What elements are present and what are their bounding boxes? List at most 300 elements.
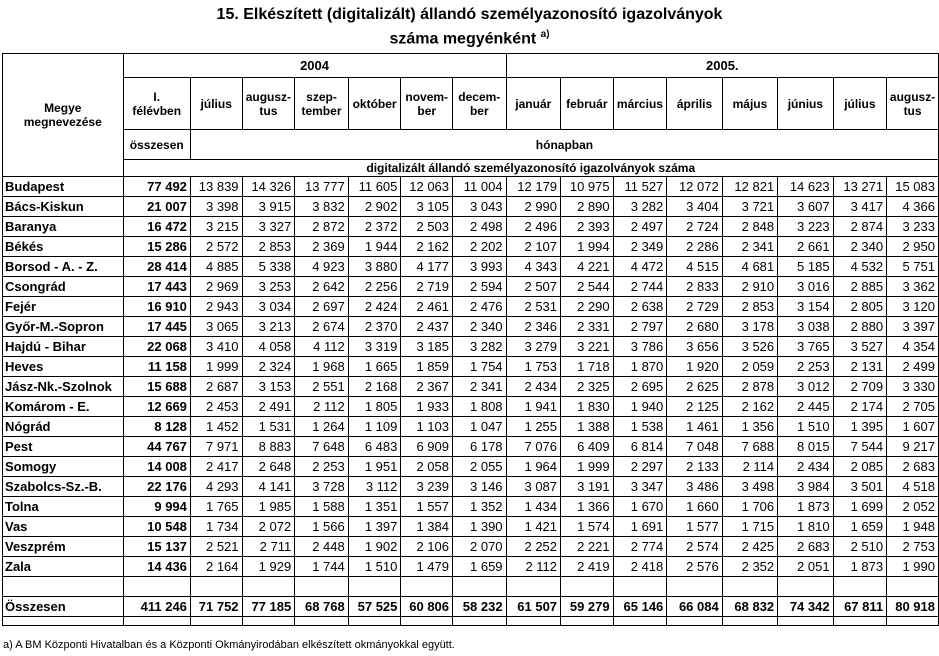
month-value-cell: 1 390 xyxy=(453,517,507,537)
table-row xyxy=(3,517,939,537)
month-value-cell: 2 805 xyxy=(833,297,887,317)
month-value-cell: 2 878 xyxy=(722,377,777,397)
month-value-cell: 3 984 xyxy=(778,477,833,497)
table-row xyxy=(3,237,939,257)
month-value-cell: 4 472 xyxy=(613,257,667,277)
month-value-cell: 4 343 xyxy=(506,257,560,277)
month-value-cell: 7 688 xyxy=(722,437,777,457)
table-row xyxy=(3,397,939,417)
month-value-cell: 2 719 xyxy=(401,277,453,297)
month-value-cell: 2 437 xyxy=(401,317,453,337)
month-value-cell: 2 551 xyxy=(295,377,349,397)
half-year-total-cell: 14 008 xyxy=(123,457,190,477)
empty-cell xyxy=(3,577,124,597)
month-value-cell: 14 623 xyxy=(778,177,833,197)
month-value-cell: 3 786 xyxy=(613,337,667,357)
month-value-cell: 1 660 xyxy=(667,497,722,517)
month-value-cell: 4 515 xyxy=(667,257,722,277)
month-value-cell: 2 890 xyxy=(561,197,614,217)
month-value-cell: 2 491 xyxy=(242,397,295,417)
month-value-cell: 12 072 xyxy=(667,177,722,197)
month-value-cell: 7 648 xyxy=(295,437,349,457)
month-value-cell: 5 751 xyxy=(887,257,939,277)
month-value-cell: 12 821 xyxy=(722,177,777,197)
empty-cell xyxy=(348,617,401,626)
month-header xyxy=(833,78,887,130)
month-value-cell: 3 282 xyxy=(453,337,507,357)
month-value-cell: 4 518 xyxy=(887,477,939,497)
month-value-cell: 2 393 xyxy=(561,217,614,237)
month-value-cell: 15 083 xyxy=(887,177,939,197)
month-value-cell: 6 178 xyxy=(453,437,507,457)
empty-cell xyxy=(887,617,939,626)
month-header-line-2: tember xyxy=(301,103,342,118)
month-value-cell: 2 370 xyxy=(348,317,401,337)
month-value-cell: 1 999 xyxy=(190,357,242,377)
month-value-cell: 11 605 xyxy=(348,177,401,197)
month-value-cell: 3 915 xyxy=(242,197,295,217)
county-cell: Nógrád xyxy=(3,417,124,437)
month-value-cell: 3 105 xyxy=(401,197,453,217)
month-value-cell: 1 510 xyxy=(778,417,833,437)
month-value-cell: 2 202 xyxy=(453,237,507,257)
month-value-cell: 2 072 xyxy=(242,517,295,537)
month-value-cell: 2 697 xyxy=(295,297,349,317)
month-value-cell: 3 880 xyxy=(348,257,401,277)
month-value-cell: 1 968 xyxy=(295,357,349,377)
empty-cell xyxy=(3,617,124,626)
month-value-cell: 1 964 xyxy=(506,457,560,477)
month-value-cell: 1 902 xyxy=(348,537,401,557)
half-year-total-cell: 10 548 xyxy=(123,517,190,537)
month-value-cell: 3 153 xyxy=(242,377,295,397)
month-value-cell: 1 366 xyxy=(561,497,614,517)
half-year-total-cell: 21 007 xyxy=(123,197,190,217)
county-header-line-2: megnevezése xyxy=(23,115,102,129)
month-value-cell: 2 253 xyxy=(778,357,833,377)
month-value-cell: 1 665 xyxy=(348,357,401,377)
month-value-cell: 2 943 xyxy=(190,297,242,317)
half-year-total-cell: 16 910 xyxy=(123,297,190,317)
month-value-cell: 2 680 xyxy=(667,317,722,337)
month-value-cell: 1 557 xyxy=(401,497,453,517)
month-value-cell: 1 734 xyxy=(190,517,242,537)
table-title xyxy=(0,0,939,52)
month-value-cell: 2 510 xyxy=(833,537,887,557)
month-value-cell: 2 341 xyxy=(722,237,777,257)
month-header-line-1: augusz- xyxy=(245,89,292,104)
month-value-cell: 2 419 xyxy=(561,557,614,577)
month-value-cell: 3 656 xyxy=(667,337,722,357)
month-value-cell: 3 327 xyxy=(242,217,295,237)
month-header-line-1: szep- xyxy=(306,89,337,104)
month-value-cell: 1 397 xyxy=(348,517,401,537)
month-value-cell: 13 271 xyxy=(833,177,887,197)
month-value-cell: 2 874 xyxy=(833,217,887,237)
month-value-cell: 2 133 xyxy=(667,457,722,477)
month-header-line-1: május xyxy=(732,96,768,111)
month-value-cell: 4 177 xyxy=(401,257,453,277)
empty-cell xyxy=(613,577,667,597)
empty-cell xyxy=(453,577,507,597)
month-value-cell: 58 232 xyxy=(453,597,507,617)
table-row xyxy=(3,557,939,577)
half-year-total-cell: 17 443 xyxy=(123,277,190,297)
half-year-line-2: félévben xyxy=(132,103,182,118)
month-value-cell: 1 940 xyxy=(613,397,667,417)
half-year-total-cell: 9 994 xyxy=(123,497,190,517)
month-value-cell: 2 950 xyxy=(887,237,939,257)
month-value-cell: 2 349 xyxy=(613,237,667,257)
month-header-line-1: július xyxy=(844,96,876,111)
month-header xyxy=(348,78,401,130)
half-year-total-cell: 15 137 xyxy=(123,537,190,557)
month-value-cell: 1 805 xyxy=(348,397,401,417)
empty-cell xyxy=(778,617,833,626)
half-year-total-cell: 28 414 xyxy=(123,257,190,277)
month-value-cell: 2 476 xyxy=(453,297,507,317)
month-value-cell: 2 497 xyxy=(613,217,667,237)
month-value-cell: 4 221 xyxy=(561,257,614,277)
month-header xyxy=(401,78,453,130)
month-value-cell: 1 994 xyxy=(561,237,614,257)
month-value-cell: 1 264 xyxy=(295,417,349,437)
month-value-cell: 9 217 xyxy=(887,437,939,457)
county-cell: Komárom - E. xyxy=(3,397,124,417)
empty-cell xyxy=(833,577,887,597)
month-value-cell: 2 341 xyxy=(453,377,507,397)
month-value-cell: 12 179 xyxy=(506,177,560,197)
county-header-line-1: Megye xyxy=(44,101,82,115)
month-value-cell: 2 711 xyxy=(242,537,295,557)
county-cell: Szabolcs-Sz.-B. xyxy=(3,477,124,497)
month-value-cell: 5 185 xyxy=(778,257,833,277)
month-value-cell: 77 185 xyxy=(242,597,295,617)
empty-cell xyxy=(123,577,190,597)
month-value-cell: 2 833 xyxy=(667,277,722,297)
month-value-cell: 3 319 xyxy=(348,337,401,357)
month-value-cell: 1 810 xyxy=(778,517,833,537)
month-value-cell: 2 164 xyxy=(190,557,242,577)
month-header-line-1: március xyxy=(616,96,663,111)
month-value-cell: 3 146 xyxy=(453,477,507,497)
month-value-cell: 2 297 xyxy=(613,457,667,477)
county-cell: Bács-Kiskun xyxy=(3,197,124,217)
month-value-cell: 2 797 xyxy=(613,317,667,337)
month-value-cell: 8 883 xyxy=(242,437,295,457)
month-value-cell: 1 706 xyxy=(722,497,777,517)
month-value-cell: 3 397 xyxy=(887,317,939,337)
month-value-cell: 3 239 xyxy=(401,477,453,497)
month-header-line-1: decem- xyxy=(458,89,501,104)
month-header xyxy=(295,78,349,130)
month-value-cell: 3 034 xyxy=(242,297,295,317)
month-value-cell: 1 255 xyxy=(506,417,560,437)
month-value-cell: 2 286 xyxy=(667,237,722,257)
month-value-cell: 1 715 xyxy=(722,517,777,537)
month-value-cell: 2 372 xyxy=(348,217,401,237)
month-value-cell: 2 369 xyxy=(295,237,349,257)
county-cell: Győr-M.-Sopron xyxy=(3,317,124,337)
month-value-cell: 2 290 xyxy=(561,297,614,317)
spacer-row xyxy=(3,577,939,597)
month-value-cell: 2 687 xyxy=(190,377,242,397)
table-row xyxy=(3,177,939,197)
month-header xyxy=(453,78,507,130)
month-value-cell: 6 909 xyxy=(401,437,453,457)
month-header-line-1: június xyxy=(787,96,824,111)
month-value-cell: 2 131 xyxy=(833,357,887,377)
month-value-cell: 4 923 xyxy=(295,257,349,277)
month-value-cell: 2 162 xyxy=(401,237,453,257)
month-value-cell: 3 527 xyxy=(833,337,887,357)
month-value-cell: 2 499 xyxy=(887,357,939,377)
month-value-cell: 4 058 xyxy=(242,337,295,357)
month-value-cell: 1 356 xyxy=(722,417,777,437)
month-value-cell: 4 112 xyxy=(295,337,349,357)
month-value-cell: 1 990 xyxy=(887,557,939,577)
month-value-cell: 2 461 xyxy=(401,297,453,317)
month-value-cell: 2 753 xyxy=(887,537,939,557)
county-cell: Zala xyxy=(3,557,124,577)
month-value-cell: 1 765 xyxy=(190,497,242,517)
month-value-cell: 2 417 xyxy=(190,457,242,477)
month-value-cell: 1 434 xyxy=(506,497,560,517)
month-value-cell: 1 103 xyxy=(401,417,453,437)
empty-cell xyxy=(667,617,722,626)
month-value-cell: 7 048 xyxy=(667,437,722,457)
month-value-cell: 3 120 xyxy=(887,297,939,317)
month-value-cell: 3 279 xyxy=(506,337,560,357)
month-header xyxy=(722,78,777,130)
month-value-cell: 2 434 xyxy=(778,457,833,477)
month-value-cell: 3 417 xyxy=(833,197,887,217)
empty-cell xyxy=(506,617,560,626)
month-value-cell: 2 902 xyxy=(348,197,401,217)
month-value-cell: 80 918 xyxy=(887,597,939,617)
month-header-line-1: július xyxy=(200,96,232,111)
month-value-cell: 6 814 xyxy=(613,437,667,457)
month-value-cell: 14 326 xyxy=(242,177,295,197)
month-value-cell: 4 293 xyxy=(190,477,242,497)
month-value-cell: 1 352 xyxy=(453,497,507,517)
footnote: a) A BM Központi Hivatalban és a Központi Okmányirodában elkészített okmányokkal együtt. xyxy=(3,639,455,651)
month-value-cell: 2 448 xyxy=(295,537,349,557)
month-value-cell: 1 941 xyxy=(506,397,560,417)
month-value-cell: 3 213 xyxy=(242,317,295,337)
empty-cell xyxy=(722,617,777,626)
month-value-cell: 57 525 xyxy=(348,597,401,617)
month-header xyxy=(506,78,560,130)
month-value-cell: 1 659 xyxy=(453,557,507,577)
month-value-cell: 2 434 xyxy=(506,377,560,397)
empty-cell xyxy=(613,617,667,626)
month-value-cell: 3 993 xyxy=(453,257,507,277)
empty-cell xyxy=(722,577,777,597)
month-value-cell: 2 059 xyxy=(722,357,777,377)
month-value-cell: 2 661 xyxy=(778,237,833,257)
month-value-cell: 2 445 xyxy=(778,397,833,417)
month-value-cell: 1 659 xyxy=(833,517,887,537)
month-value-cell: 2 990 xyxy=(506,197,560,217)
month-value-cell: 2 340 xyxy=(833,237,887,257)
month-value-cell: 68 768 xyxy=(295,597,349,617)
half-year-total-cell: 77 492 xyxy=(123,177,190,197)
month-value-cell: 3 112 xyxy=(348,477,401,497)
half-year-total-cell: 22 068 xyxy=(123,337,190,357)
month-header-line-2: ber xyxy=(469,103,489,118)
month-value-cell: 7 971 xyxy=(190,437,242,457)
month-value-cell: 1 754 xyxy=(453,357,507,377)
empty-cell xyxy=(887,577,939,597)
empty-cell xyxy=(401,617,453,626)
month-value-cell: 2 674 xyxy=(295,317,349,337)
month-value-cell: 66 084 xyxy=(667,597,722,617)
month-value-cell: 3 347 xyxy=(613,477,667,497)
half-year-total-cell: 8 128 xyxy=(123,417,190,437)
table-row xyxy=(3,417,939,437)
month-value-cell: 2 070 xyxy=(453,537,507,557)
month-value-cell: 2 106 xyxy=(401,537,453,557)
month-value-cell: 3 233 xyxy=(887,217,939,237)
month-value-cell: 1 588 xyxy=(295,497,349,517)
month-value-cell: 2 625 xyxy=(667,377,722,397)
county-cell: Baranya xyxy=(3,217,124,237)
table-row xyxy=(3,217,939,237)
month-value-cell: 2 058 xyxy=(401,457,453,477)
half-year-total-cell: 17 445 xyxy=(123,317,190,337)
month-header xyxy=(778,78,833,130)
month-value-cell: 2 252 xyxy=(506,537,560,557)
empty-cell xyxy=(190,577,242,597)
month-value-cell: 3 330 xyxy=(887,377,939,397)
month-value-cell: 3 154 xyxy=(778,297,833,317)
id-card-table xyxy=(2,53,939,626)
total-subheader: összesen xyxy=(123,130,190,160)
month-value-cell: 2 107 xyxy=(506,237,560,257)
month-value-cell: 1 538 xyxy=(613,417,667,437)
month-value-cell: 3 398 xyxy=(190,197,242,217)
month-value-cell: 2 346 xyxy=(506,317,560,337)
table-row xyxy=(3,457,939,477)
month-value-cell: 2 503 xyxy=(401,217,453,237)
empty-cell xyxy=(295,617,349,626)
month-value-cell: 2 253 xyxy=(295,457,349,477)
month-value-cell: 2 576 xyxy=(667,557,722,577)
county-cell: Veszprém xyxy=(3,537,124,557)
month-value-cell: 2 453 xyxy=(190,397,242,417)
month-value-cell: 3 043 xyxy=(453,197,507,217)
month-value-cell: 10 975 xyxy=(561,177,614,197)
month-value-cell: 1 944 xyxy=(348,237,401,257)
table-row xyxy=(3,277,939,297)
month-value-cell: 2 367 xyxy=(401,377,453,397)
month-value-cell: 1 948 xyxy=(887,517,939,537)
month-value-cell: 1 577 xyxy=(667,517,722,537)
county-cell: Fejér xyxy=(3,297,124,317)
half-year-total-cell: 14 436 xyxy=(123,557,190,577)
month-value-cell: 3 765 xyxy=(778,337,833,357)
month-value-cell: 1 873 xyxy=(833,557,887,577)
month-value-cell: 1 753 xyxy=(506,357,560,377)
month-value-cell: 2 642 xyxy=(295,277,349,297)
month-value-cell: 3 215 xyxy=(190,217,242,237)
month-value-cell: 3 253 xyxy=(242,277,295,297)
month-value-cell: 1 691 xyxy=(613,517,667,537)
month-value-cell: 2 168 xyxy=(348,377,401,397)
month-value-cell: 2 424 xyxy=(348,297,401,317)
month-value-cell: 1 859 xyxy=(401,357,453,377)
empty-cell xyxy=(778,577,833,597)
month-value-cell: 59 279 xyxy=(561,597,614,617)
month-header xyxy=(613,78,667,130)
county-cell: Hajdú - Bihar xyxy=(3,337,124,357)
half-year-total-cell: 44 767 xyxy=(123,437,190,457)
empty-cell xyxy=(242,617,295,626)
half-year-line-1: I. xyxy=(153,89,161,104)
month-value-cell: 3 721 xyxy=(722,197,777,217)
month-value-cell: 13 777 xyxy=(295,177,349,197)
month-value-cell: 2 853 xyxy=(722,297,777,317)
county-cell: Somogy xyxy=(3,457,124,477)
month-value-cell: 3 038 xyxy=(778,317,833,337)
month-value-cell: 1 999 xyxy=(561,457,614,477)
unit-header: digitalizált állandó személyazonosító igazolványok száma xyxy=(123,160,939,177)
month-value-cell: 2 848 xyxy=(722,217,777,237)
month-value-cell: 3 486 xyxy=(667,477,722,497)
month-value-cell: 2 885 xyxy=(833,277,887,297)
month-value-cell: 2 174 xyxy=(833,397,887,417)
month-value-cell: 6 483 xyxy=(348,437,401,457)
empty-cell xyxy=(242,577,295,597)
county-header xyxy=(3,54,124,177)
month-value-cell: 7 076 xyxy=(506,437,560,457)
month-value-cell: 1 873 xyxy=(778,497,833,517)
half-year-total-cell: 22 176 xyxy=(123,477,190,497)
month-header-line-1: október xyxy=(352,96,397,111)
half-year-total-cell: 15 286 xyxy=(123,237,190,257)
empty-cell xyxy=(295,577,349,597)
month-value-cell: 3 178 xyxy=(722,317,777,337)
empty-cell xyxy=(561,617,614,626)
month-value-cell: 2 112 xyxy=(295,397,349,417)
month-value-cell: 1 607 xyxy=(887,417,939,437)
month-value-cell: 2 340 xyxy=(453,317,507,337)
table-row xyxy=(3,257,939,277)
month-value-cell: 2 162 xyxy=(722,397,777,417)
table-row xyxy=(3,477,939,497)
empty-cell xyxy=(190,617,242,626)
half-year-total-cell: 16 472 xyxy=(123,217,190,237)
total-row xyxy=(3,597,939,617)
month-value-cell: 2 910 xyxy=(722,277,777,297)
month-value-cell: 1 047 xyxy=(453,417,507,437)
month-header-line-1: augusz- xyxy=(889,89,936,104)
month-value-cell: 2 709 xyxy=(833,377,887,397)
month-value-cell: 2 352 xyxy=(722,557,777,577)
month-value-cell: 6 409 xyxy=(561,437,614,457)
month-value-cell: 1 929 xyxy=(242,557,295,577)
month-header-line-2: tus xyxy=(259,103,278,118)
county-cell: Borsod - A. - Z. xyxy=(3,257,124,277)
month-value-cell: 1 452 xyxy=(190,417,242,437)
month-value-cell: 3 498 xyxy=(722,477,777,497)
month-value-cell: 3 065 xyxy=(190,317,242,337)
half-year-total-cell: 411 246 xyxy=(123,597,190,617)
month-value-cell: 11 004 xyxy=(453,177,507,197)
table-row xyxy=(3,497,939,517)
half-year-total-cell: 12 669 xyxy=(123,397,190,417)
